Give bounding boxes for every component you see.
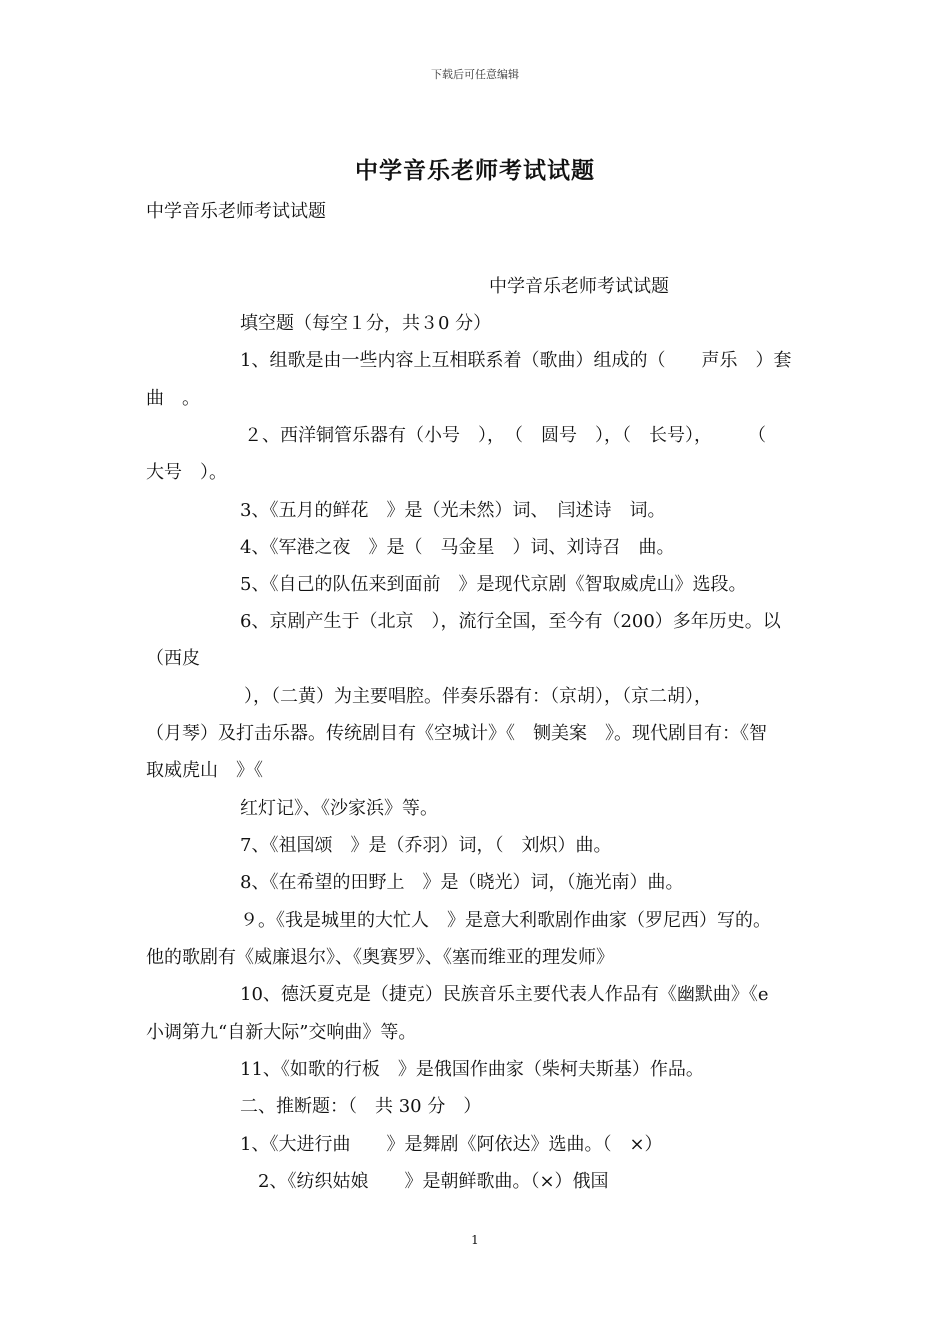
- section-heading-fill: 填空题（每空１分，共３0 分）: [240, 313, 492, 334]
- question-line: 1、组歌是由一些内容上互相联系着（歌曲）组成的（ 声乐 ）套: [240, 350, 792, 371]
- question-line: ２、西洋铜管乐器有（小号 ）， （ 圆号 ），（ 长号）， （: [244, 425, 766, 446]
- document-title: 中学音乐老师考试试题: [355, 157, 595, 184]
- question-line: 8、《在希望的田野上 》是（晓光）词，（施光南）曲。: [240, 872, 684, 893]
- question-line: 大号 ）。: [146, 462, 227, 483]
- question-line: 1、《大进行曲 》是舞剧《阿依达》选曲。（ ×）: [240, 1134, 663, 1155]
- question-line: 6、京剧产生于（北京 ），流行全国，至今有（200）多年历史。以: [240, 611, 781, 632]
- question-line: 2、《纺织姑娘 》是朝鲜歌曲。（×）俄国: [258, 1171, 609, 1192]
- page-number: 1: [471, 1233, 479, 1247]
- question-line: 5、《自己的队伍来到面前 》是现代京剧《智取威虎山》选段。: [240, 574, 747, 595]
- question-line: 4、《军港之夜 》是（ 马金星 ）词、刘诗召 曲。: [240, 537, 675, 558]
- question-line: ９。《我是城里的大忙人 》是意大利歌剧作曲家（罗尼西）写的。: [240, 910, 771, 931]
- subtitle-line: 中学音乐老师考试试题: [146, 201, 326, 222]
- question-line: （月琴）及打击乐器。传统剧目有《空城计》《 铡美案 》。现代剧目有：《智: [146, 723, 767, 744]
- question-line: 他的歌剧有《威廉退尔》、《奥赛罗》、《塞而维亚的理发师》: [146, 947, 614, 968]
- question-line: 取威虎山 》《: [146, 760, 263, 781]
- question-line: 10、德沃夏克是（捷克）民族音乐主要代表人作品有《幽默曲》《e: [240, 984, 769, 1005]
- section-heading-judge: 二、推断题：（ 共 30 分 ）: [240, 1096, 482, 1117]
- question-line: ），（二黄）为主要唱腔。伴奏乐器有：（京胡），（京二胡），: [244, 686, 712, 707]
- question-line: 3、《五月的鲜花 》是（光未然）词、 闫述诗 词。: [240, 500, 666, 521]
- question-line: 7、《祖国颂 》是（乔羽）词，（ 刘炽）曲。: [240, 835, 612, 856]
- question-line: （西皮: [146, 648, 200, 669]
- question-line: 红灯记》、《沙家浜》等。: [240, 798, 438, 819]
- question-line: 小调第九“自新大际”交响曲》等。: [146, 1022, 417, 1043]
- centered-subtitle: 中学音乐老师考试试题: [489, 276, 669, 297]
- page-header: 下载后可任意编辑: [431, 68, 519, 81]
- question-line: 曲 。: [146, 388, 200, 409]
- question-line: 11、《如歌的行板 》是俄国作曲家（柴柯夫斯基）作品。: [240, 1059, 704, 1080]
